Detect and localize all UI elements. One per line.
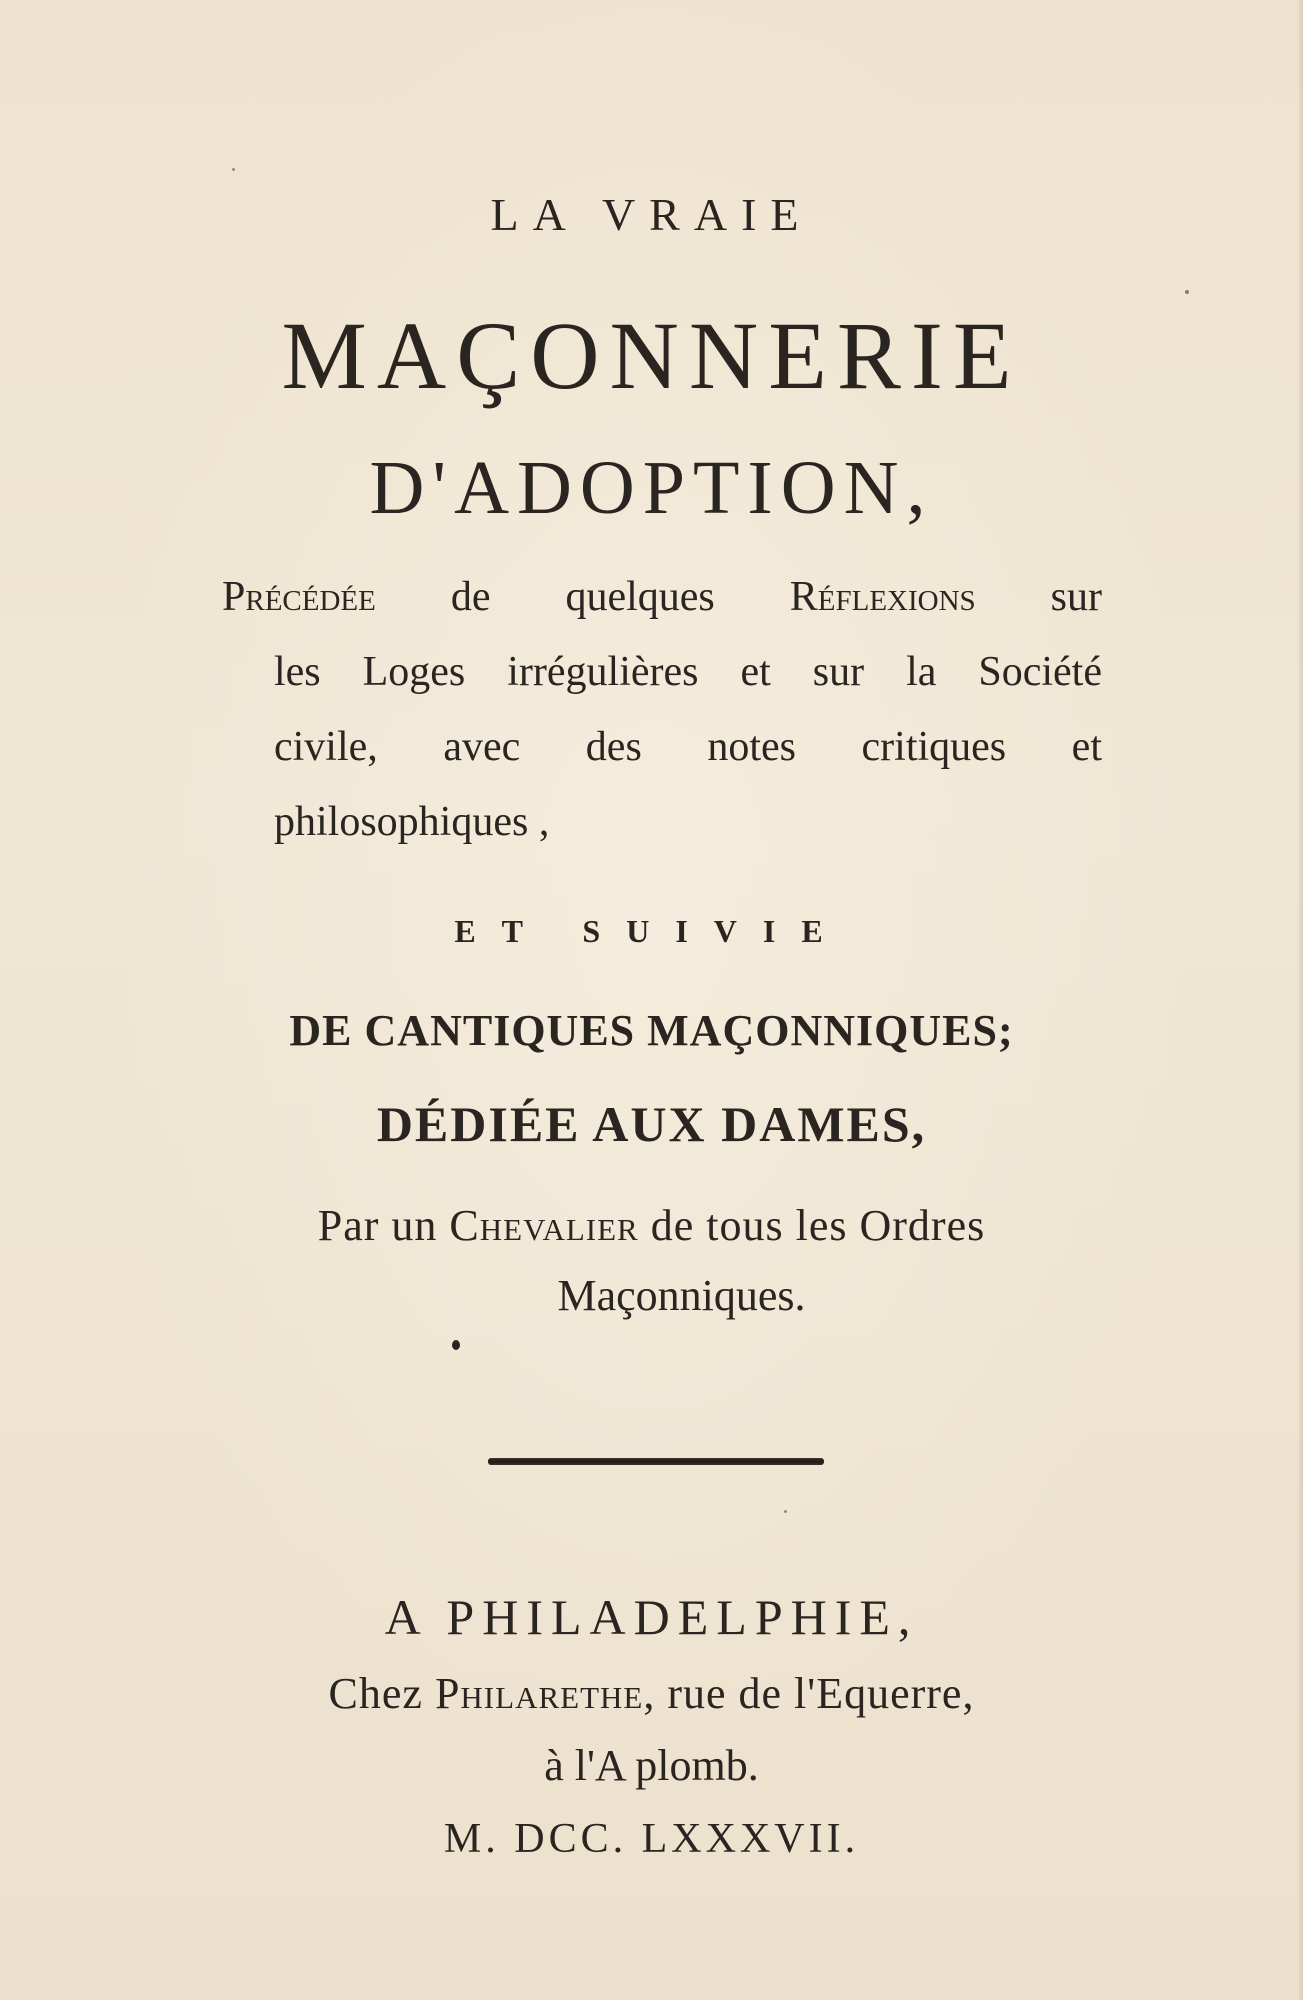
imprint-publisher [0, 1668, 1303, 1719]
cantiques-line: DE CANTIQUES MAÇONNIQUES; [289, 1006, 1014, 1055]
author-chevalier: Chevalier [449, 1201, 639, 1250]
title-main: MAÇONNERIE [281, 302, 1022, 409]
preface-line-3: civile, avec des notes critiques et [274, 724, 1102, 770]
author-ordres: de tous les Ordres [638, 1201, 986, 1250]
preface-text-a: de quelques [375, 574, 790, 620]
imprint-date: M. DCC. LXXXVII. [443, 1816, 860, 1862]
imprint-city: A PHILADELPHIE, [384, 1589, 919, 1645]
title-line-1: LA VRAIE [490, 189, 813, 240]
preface-paragraph [222, 560, 1102, 860]
publisher-street: , rue de l'Equerre, [643, 1669, 975, 1718]
preface-line-1 [222, 560, 1102, 635]
preface-reflexions: Réflexions [789, 574, 976, 620]
dedication-line: DÉDIÉE AUX DAMES, [376, 1096, 927, 1152]
preface-line-2: les Loges irrégulières et sur la Société [274, 649, 1102, 695]
author-line-2: Maçonniques. [557, 1271, 806, 1320]
decorative-rule [488, 1458, 824, 1465]
ink-speck [1185, 290, 1189, 294]
author-par: Par un [317, 1201, 450, 1250]
ink-speck [232, 168, 235, 171]
publisher-name: Philarethe [434, 1669, 644, 1718]
ink-speck [452, 1340, 460, 1350]
preface-line-4: philosophiques , [274, 799, 550, 845]
author-line-1 [0, 1200, 1303, 1251]
preface-text-b: sur [975, 574, 1102, 620]
ink-speck [784, 1510, 787, 1513]
title-line-3: D'ADOPTION, [369, 446, 934, 530]
publisher-chez: Chez [328, 1669, 435, 1718]
preface-precedee: Précédée [222, 574, 376, 620]
et-suivie: ET SUIVIE [454, 913, 849, 949]
imprint-address: à l'A plomb. [544, 1741, 759, 1790]
